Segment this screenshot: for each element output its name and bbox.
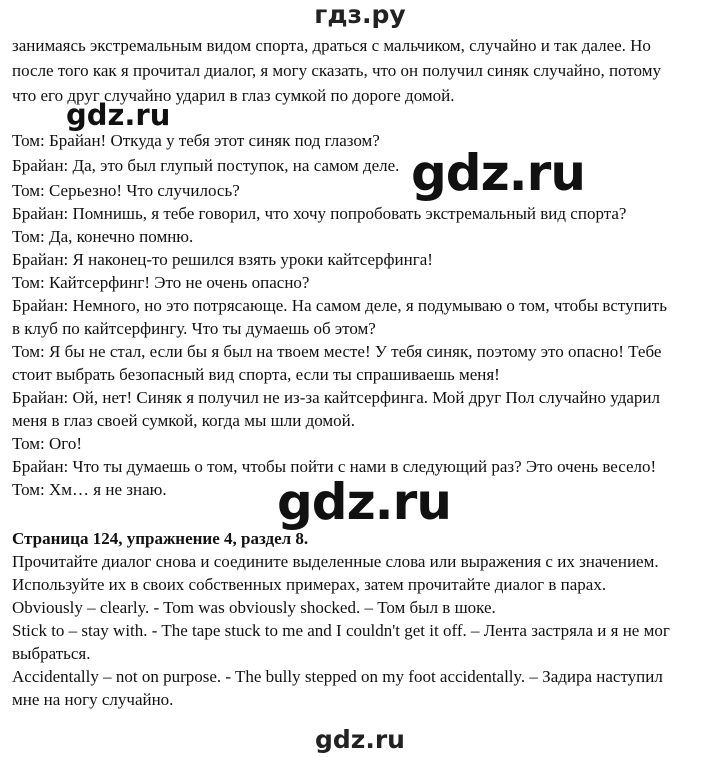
section-heading: Страница 124, упражнение 4, раздел 8. — [12, 529, 309, 548]
dialogue-line: Том: Кайтсерфинг! Это не очень опасно? — [12, 273, 310, 292]
dialogue-line: стоит выбрать безопасный вид спорта, если ты спрашиваешь меня! — [12, 365, 500, 384]
dialogue-line: меня в глаз своей сумкой, когда мы шли домой. — [12, 411, 356, 430]
dialogue-line: Том: Серьезно! Что случилось? — [12, 181, 240, 200]
site-footer: gdz.ru — [315, 725, 405, 754]
dialogue-line: Том: Брайан! Откуда у тебя этот синяк под глазом? — [12, 131, 380, 150]
answer-line: выбраться. — [12, 644, 91, 663]
watermark: gdz.ru — [411, 144, 585, 202]
dialogue-line: Брайан: Да, это был глупый поступок, на самом деле. — [12, 156, 400, 175]
intro-line: что его друг случайно ударил в глаз сумкой по дороге домой. — [12, 86, 455, 105]
answer-line: Accidentally – not on purpose. - The bully stepped on my foot accidentally. – Задира наступил — [12, 667, 663, 686]
dialogue-line: Брайан: Немного, но это потрясающе. На самом деле, я подумываю о том, чтобы вступить — [12, 296, 667, 315]
intro-line: после того как я прочитал диалог, я могу сказать, что он получил синяк случайно, потому — [12, 61, 661, 80]
site-header: гдз.ру — [314, 0, 406, 29]
answer-line: Stick to – stay with. - The tape stuck to me and I couldn't get it off. – Лента застряла и я не мог — [12, 621, 670, 640]
watermark: gdz.ru — [66, 98, 171, 132]
dialogue-line: Том: Ого! — [12, 434, 83, 453]
dialogue-line: Том: Я бы не стал, если бы я был на твоем месте! У тебя синяк, поэтому это опасно! Тебе — [12, 342, 662, 361]
dialogue-line: Том: Да, конечно помню. — [12, 227, 194, 246]
task-line: Используйте их в своих собственных примерах, затем прочитайте диалог в парах. — [12, 575, 607, 594]
dialogue-line: Брайан: Что ты думаешь о том, чтобы пойти с нами в следующий раз? Это очень весело! — [12, 457, 657, 476]
dialogue-line: Брайан: Ой, нет! Синяк я получил не из-за кайтсерфинга. Мой друг Пол случайно ударил — [12, 388, 660, 407]
task-line: Прочитайте диалог снова и соедините выделенные слова или выражения с их значением. — [12, 552, 659, 571]
dialogue-line: Брайан: Я наконец-то решился взять уроки кайтсерфинга! — [12, 250, 433, 269]
answer-line: Obviously – clearly. - Tom was obviously shocked. – Том был в шоке. — [12, 598, 496, 617]
answer-line: мне на ногу случайно. — [12, 690, 174, 709]
dialogue-line: Том: Хм… я не знаю. — [12, 480, 167, 499]
watermark: gdz.ru — [277, 473, 451, 531]
intro-line: занимаясь экстремальным видом спорта, драться с мальчиком, случайно и так далее. Но — [12, 36, 651, 55]
dialogue-line: Брайан: Помнишь, я тебе говорил, что хочу попробовать экстремальный вид спорта? — [12, 204, 627, 223]
dialogue-line: в клуб по кайтсерфингу. Что ты думаешь об этом? — [12, 319, 376, 338]
